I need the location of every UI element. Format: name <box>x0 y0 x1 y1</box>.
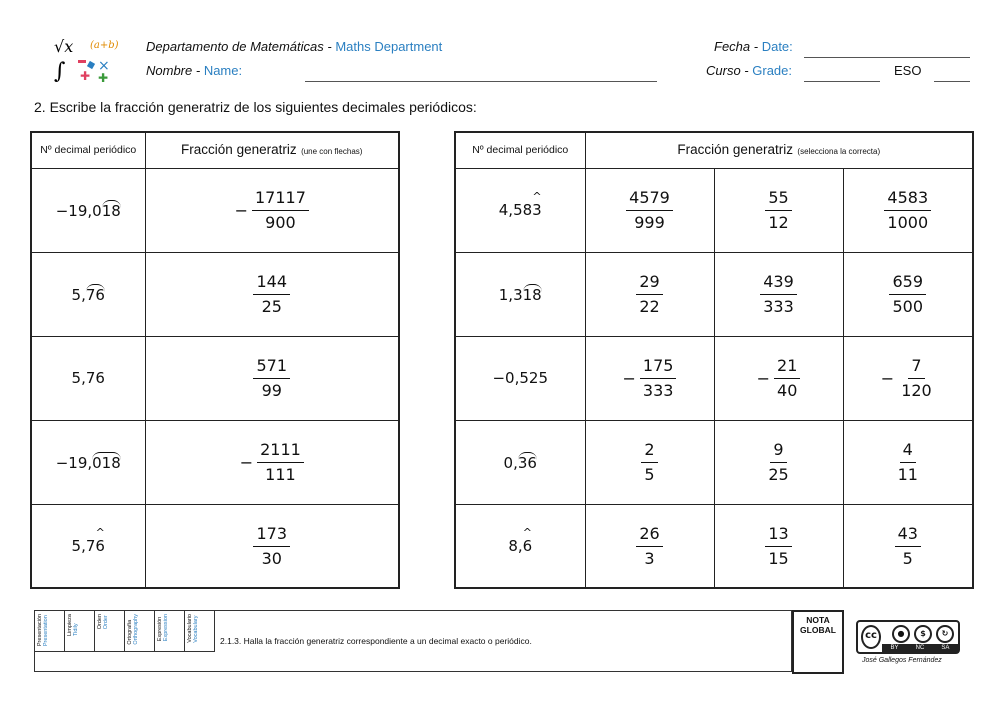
name-label: Nombre - Name: <box>146 63 243 78</box>
decimal-cell <box>455 336 585 420</box>
decimal-cell[interactable] <box>31 336 145 420</box>
right-header-fraction: Fracción generatriz (selecciona la correcta) <box>585 132 973 168</box>
decimal-value: 5,76 ^ <box>72 537 105 555</box>
svg-text:✚: ✚ <box>80 69 91 83</box>
left-header-decimal: Nº decimal periódico <box>31 132 145 168</box>
rubric-column[interactable] <box>35 611 65 651</box>
left-exercise-table <box>30 131 400 589</box>
cc-nc-icon: $ <box>914 625 932 643</box>
table-row <box>455 420 973 504</box>
left-header-fraction: Fracción generatriz (une con flechas) <box>145 132 399 168</box>
decimal-cell <box>455 168 585 252</box>
denominator: 3 <box>644 548 655 568</box>
denominator: 1000 <box>887 213 929 232</box>
decimal-value: 5,76 <box>71 369 105 387</box>
denominator: 111 <box>265 464 296 484</box>
numerator: 4583 <box>884 189 931 211</box>
numerator: 55 <box>765 189 791 211</box>
repeating-digits: 18 <box>522 286 542 304</box>
right-header-decimal: Nº decimal periódico <box>455 132 585 168</box>
svg-text:×: × <box>98 58 110 74</box>
denominator: 500 <box>892 297 924 316</box>
fraction <box>253 273 290 316</box>
fraction-option-cell[interactable] <box>714 252 843 336</box>
fraction-cell[interactable] <box>145 504 399 588</box>
fraction-option-cell[interactable] <box>714 420 843 504</box>
date-field[interactable] <box>804 57 970 58</box>
fraction-option-cell[interactable] <box>585 168 714 252</box>
fraction <box>895 525 921 568</box>
repeating-digits: 76 <box>85 286 105 304</box>
fraction <box>889 273 926 316</box>
decimal-cell <box>455 252 585 336</box>
fraction-option-cell[interactable] <box>843 252 973 336</box>
fraction <box>765 189 791 232</box>
denominator: 12 <box>768 213 789 232</box>
cc-by-icon: ● <box>892 625 910 643</box>
denominator: 40 <box>777 380 798 400</box>
assessment-criterion: 2.1.3. Halla la fracción generatriz correspondiente a un decimal exacto o periódico. <box>220 636 532 646</box>
fraction <box>240 441 304 484</box>
fraction <box>641 441 657 484</box>
repeating-digits: 18 <box>101 202 121 220</box>
decimal-cell[interactable] <box>31 168 145 252</box>
fraction <box>253 357 290 400</box>
decimal-cell[interactable] <box>31 504 145 588</box>
denominator: 5 <box>644 465 655 484</box>
denominator: 120 <box>901 380 932 400</box>
decimal-cell <box>455 504 585 588</box>
decimal-value: 5,76 <box>71 286 105 304</box>
numerator: 4579 <box>626 189 673 211</box>
decimal-value: 0,36 <box>503 454 537 472</box>
minus-sign: − <box>880 368 895 388</box>
denominator: 25 <box>261 297 282 316</box>
rubric-column[interactable] <box>65 611 95 651</box>
denominator: 22 <box>639 297 660 316</box>
denominator: 99 <box>261 381 282 400</box>
minus-sign: − <box>239 452 254 472</box>
denominator: 333 <box>763 297 794 316</box>
math-logo-icon <box>52 36 132 84</box>
fraction <box>765 441 791 484</box>
repeating-digits: 6 ^ <box>523 537 533 555</box>
fraction <box>636 273 662 316</box>
fraction-cell[interactable] <box>145 252 399 336</box>
fraction-option-cell[interactable] <box>585 420 714 504</box>
decimal-cell[interactable] <box>31 420 145 504</box>
rubric-label: Presentación Presentation <box>37 614 49 647</box>
fraction <box>757 357 801 400</box>
eso-label: ESO <box>894 63 922 78</box>
right-exercise-table <box>454 131 974 589</box>
decimal-value: 8,6 ^ <box>508 537 532 555</box>
svg-text:(a+b): (a+b) <box>90 40 119 51</box>
table-row <box>31 336 399 420</box>
numerator: 173 <box>253 525 290 547</box>
denominator: 25 <box>768 465 789 484</box>
rubric-column[interactable] <box>185 611 215 651</box>
table-row <box>31 420 399 504</box>
date-label: Fecha - Date: <box>714 39 793 54</box>
numerator: 439 <box>760 273 797 295</box>
fraction-option-cell[interactable] <box>714 168 843 252</box>
minus-sign: − <box>756 368 771 388</box>
rubric-column[interactable] <box>95 611 125 651</box>
course-label: Curso - Grade: <box>706 63 792 78</box>
repeating-digits: 3 ^ <box>532 201 542 219</box>
denominator: 5 <box>902 548 913 568</box>
minus-sign: − <box>622 368 636 388</box>
numerator: 175 <box>640 357 677 379</box>
fraction-option-cell[interactable] <box>714 336 843 420</box>
minus-sign: − <box>234 200 248 220</box>
rubric-label: Vocabulario Vocabulary <box>187 614 199 643</box>
name-field[interactable] <box>305 81 657 82</box>
numerator: 7 <box>908 357 924 379</box>
fraction <box>636 525 662 568</box>
fraction <box>235 189 309 232</box>
repeating-digits: 6 ^ <box>95 537 105 555</box>
numerator: 29 <box>636 273 662 295</box>
decimal-value: 1,318 <box>498 286 542 304</box>
fraction <box>895 441 921 484</box>
decimal-value: −19,018 <box>55 202 121 220</box>
fraction-option-cell[interactable] <box>843 336 973 420</box>
fraction-cell[interactable] <box>145 168 399 252</box>
numerator: 2 <box>641 441 657 463</box>
department-label: Departamento de Matemáticas - Maths Department <box>146 39 443 54</box>
svg-text:✚: ✚ <box>98 71 109 84</box>
decimal-value: −19,018 <box>55 454 121 472</box>
decimal-value: −0,525 <box>492 369 548 387</box>
denominator: 333 <box>642 380 674 400</box>
fraction-cell[interactable] <box>145 420 399 504</box>
rubric-label: Limpieza Tidily <box>67 614 79 637</box>
numerator: 9 <box>770 441 786 463</box>
course-field[interactable] <box>804 81 880 82</box>
fraction-option-cell[interactable] <box>843 420 973 504</box>
fraction-option-cell[interactable] <box>843 504 973 588</box>
table-row <box>31 252 399 336</box>
cc-terms: BY NC SA <box>882 644 958 652</box>
fraction <box>626 189 673 232</box>
decimal-value: 4,583 ^ <box>499 201 542 219</box>
svg-text:√x: √x <box>54 37 74 56</box>
rubric-label: Ortografía Orthography <box>127 614 139 645</box>
table-row <box>455 168 973 252</box>
denominator: 15 <box>768 548 789 568</box>
cc-logo-icon: cc <box>861 625 881 649</box>
table-row <box>455 336 973 420</box>
numerator: 2111 <box>257 441 304 463</box>
fraction-option-cell[interactable] <box>585 336 714 420</box>
cc-license-icon <box>856 620 960 654</box>
svg-text:∫: ∫ <box>54 59 66 84</box>
rubric-column[interactable] <box>155 611 185 651</box>
table-row <box>31 168 399 252</box>
decimal-cell <box>455 420 585 504</box>
fraction <box>623 357 677 400</box>
table-row <box>31 504 399 588</box>
fraction-option-cell[interactable] <box>843 168 973 252</box>
numerator: 13 <box>765 525 791 547</box>
fraction-option-cell[interactable] <box>585 252 714 336</box>
numerator: 4 <box>900 441 916 463</box>
group-field[interactable] <box>934 81 970 82</box>
fraction <box>760 273 797 316</box>
denominator: 900 <box>265 212 296 232</box>
denominator: 30 <box>261 548 282 568</box>
fraction <box>881 357 935 400</box>
fraction-option-cell[interactable] <box>585 504 714 588</box>
numerator: 17117 <box>252 189 309 211</box>
repeating-digits: 36 <box>517 454 537 472</box>
table-row <box>455 252 973 336</box>
fraction <box>884 189 931 232</box>
fraction <box>253 525 290 568</box>
denominator: 11 <box>897 465 918 484</box>
fraction <box>765 525 791 568</box>
numerator: 571 <box>253 357 290 379</box>
fraction-cell[interactable] <box>145 336 399 420</box>
exercise-instruction: 2. Escribe la fracción generatriz de los siguientes decimales periódicos: <box>34 99 477 115</box>
numerator: 26 <box>636 525 662 547</box>
rubric-label: Orden Order <box>97 614 109 630</box>
numerator: 43 <box>895 525 921 547</box>
cc-sa-icon: ↻ <box>936 625 954 643</box>
rubric-column[interactable] <box>125 611 155 651</box>
denominator: 999 <box>634 213 665 232</box>
fraction-option-cell[interactable] <box>714 504 843 588</box>
repeating-digits: 018 <box>92 454 121 472</box>
numerator: 144 <box>253 273 290 295</box>
numerator: 21 <box>774 357 800 379</box>
global-grade-box[interactable]: NOTA GLOBAL <box>792 610 844 674</box>
decimal-cell[interactable] <box>31 252 145 336</box>
table-row <box>455 504 973 588</box>
rubric-label: Expresión Expression <box>157 614 169 642</box>
numerator: 659 <box>889 273 926 295</box>
author-name: José Gallegos Fernández <box>862 657 942 664</box>
